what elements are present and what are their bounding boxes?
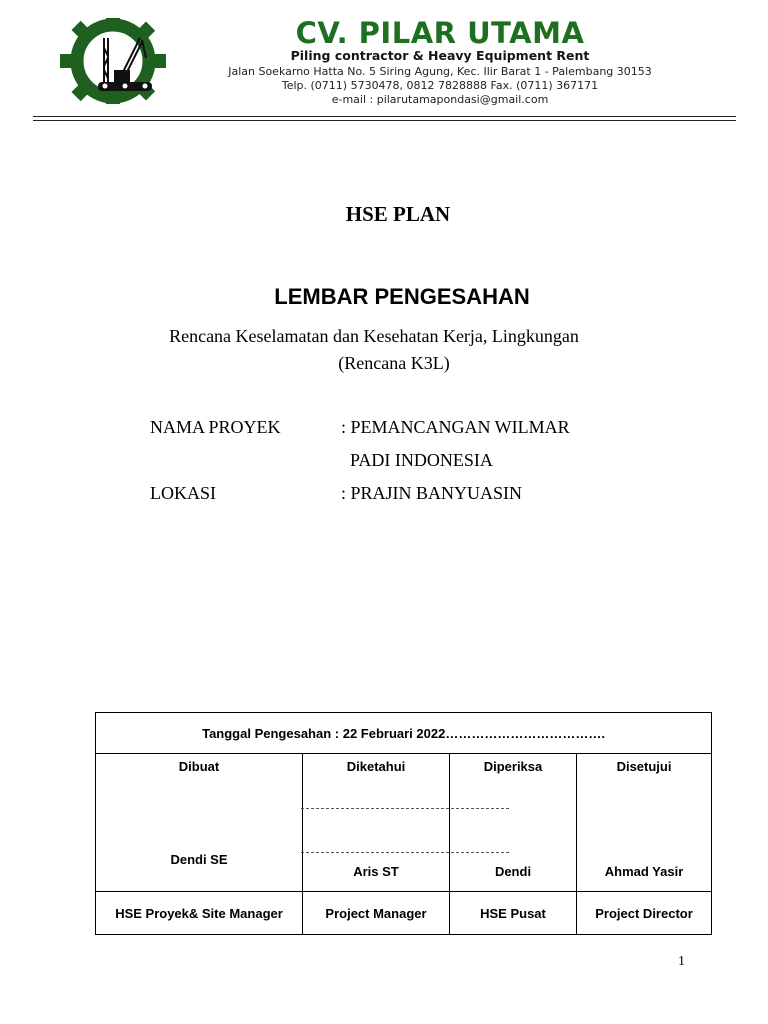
document-title: HSE PLAN: [345, 202, 451, 226]
project-name-value: : PEMANCANGAN WILMAR: [341, 417, 570, 437]
project-name-label: NAMA PROYEK: [150, 417, 281, 437]
approval-date: Tanggal Pengesahan : 22 Februari 2022……………………………….: [96, 713, 712, 754]
approval-sheet-title: LEMBAR PENGESAHAN: [274, 284, 530, 309]
signer-name: Aris ST: [353, 864, 399, 879]
role-heading: Dibuat: [178, 759, 220, 774]
approval-column-acknowledged: [303, 754, 450, 892]
signer-name: Dendi SE: [170, 852, 228, 867]
letterhead-divider-thick: [33, 120, 736, 121]
signer-name: Dendi: [494, 864, 532, 879]
signer-position: Project Manager: [303, 892, 450, 935]
document-subtitle: Rencana Keselamatan dan Kesehatan Kerja, Lingkungan: [169, 326, 579, 346]
signer-position: HSE Proyek& Site Manager: [96, 892, 303, 935]
company-address: Jalan Soekarno Hatta No. 5 Siring Agung, Kec. Ilir Barat 1 - Palembang 30153: [228, 65, 652, 78]
company-email: e-mail : pilarutamapondasi@gmail.com: [331, 93, 549, 106]
signer-position: HSE Pusat: [450, 892, 577, 935]
role-heading: Disetujui: [616, 759, 672, 774]
company-phone: Telp. (0711) 5730478, 0812 7828888 Fax. (0711) 367171: [281, 79, 599, 92]
approval-table: [95, 712, 712, 935]
signer-name: Ahmad Yasir: [604, 864, 684, 879]
role-heading: Diketahui: [346, 759, 406, 774]
role-heading: Diperiksa: [483, 759, 543, 774]
company-name: CV. PILAR UTAMA: [295, 16, 585, 50]
signer-position: Project Director: [577, 892, 712, 935]
company-tagline: Piling contractor & Heavy Equipment Rent: [290, 48, 590, 63]
project-location-value: : PRAJIN BANYUASIN: [341, 483, 523, 503]
letterhead-divider: [33, 116, 736, 117]
project-location-label: LOKASI: [150, 483, 216, 503]
page-number: 1: [678, 954, 685, 969]
approval-column-reviewed: [450, 754, 577, 892]
project-name-value-cont: PADI INDONESIA: [350, 450, 493, 470]
approval-column-approved: [577, 754, 712, 892]
approval-column-prepared: [96, 754, 303, 892]
document-subtitle-abbrev: (Rencana K3L): [338, 353, 450, 373]
company-logo-icon: [60, 18, 166, 104]
